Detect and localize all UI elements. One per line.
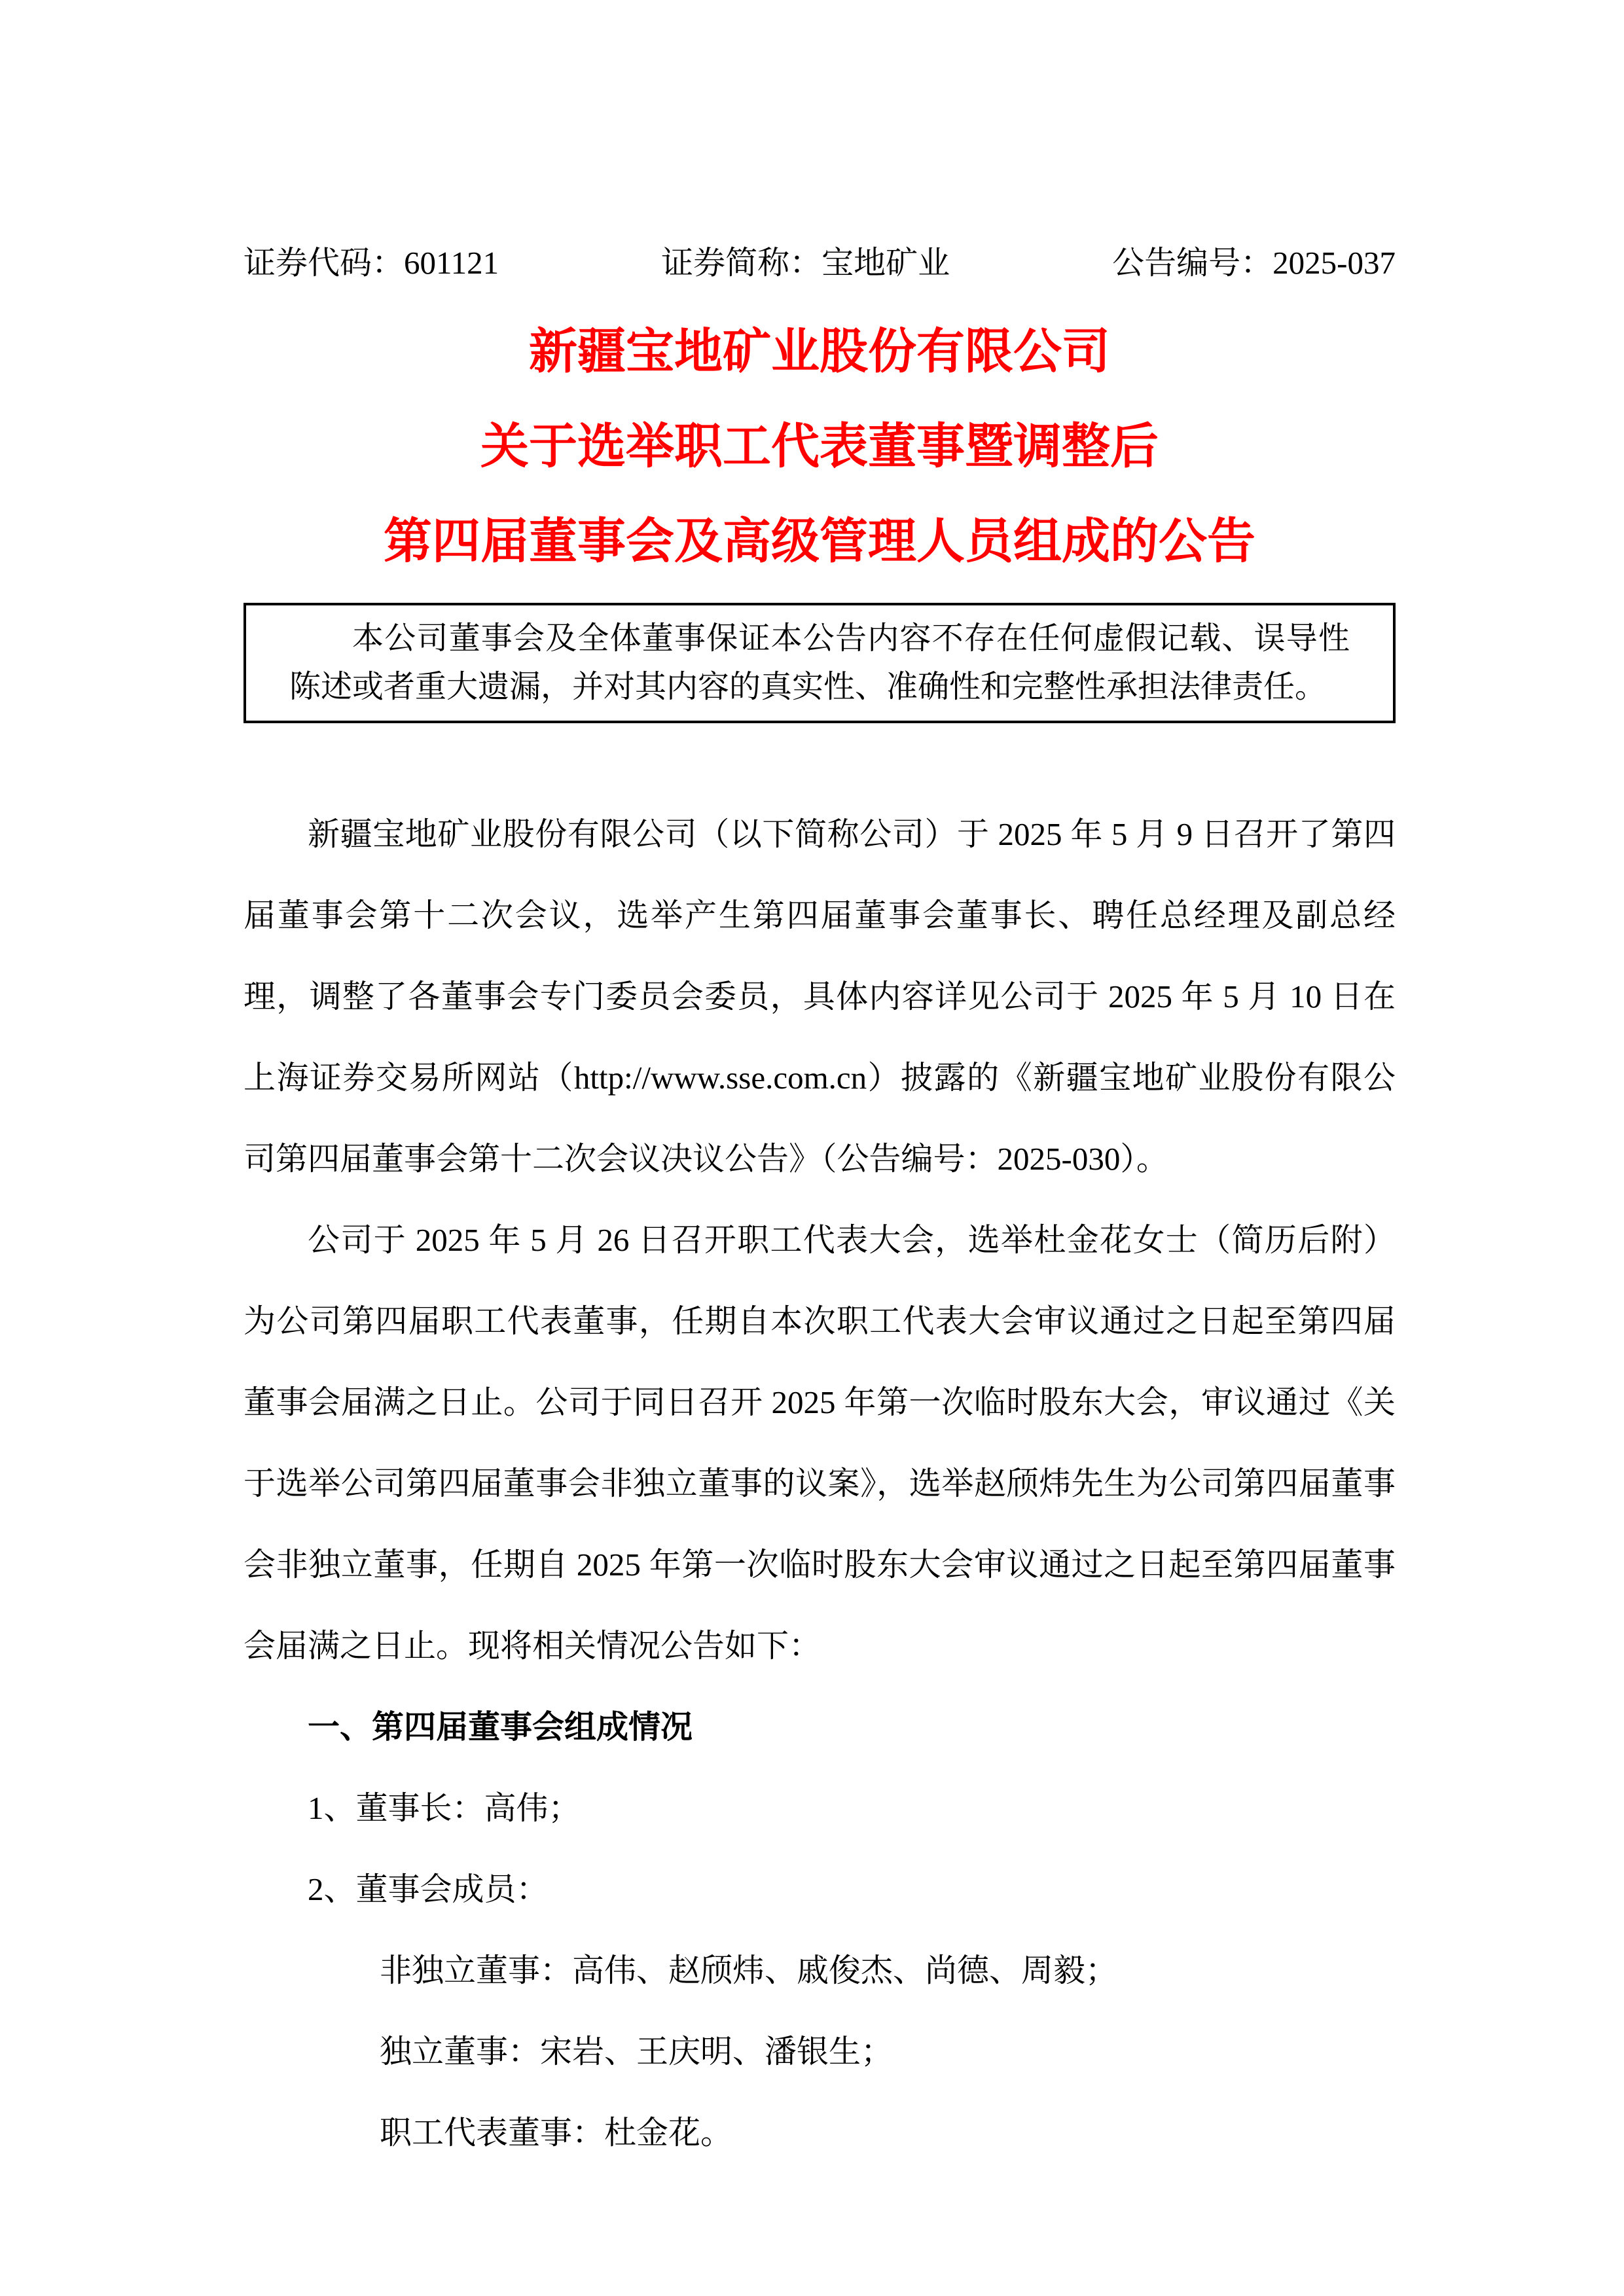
disclaimer-box (244, 603, 1396, 723)
stock-abbreviation-text: 证券简称：宝地矿业 (661, 245, 950, 281)
stock-code-text: 证券代码：601121 (244, 245, 499, 281)
document-content (244, 0, 1396, 2174)
document-body (244, 794, 1396, 2174)
title-line-2: 关于选举职工代表董事暨调整后 (480, 419, 1159, 473)
board-group-independent: 独立董事：宋岩、王庆明、潘银生； (380, 2034, 893, 2070)
securities-header-row (244, 243, 1396, 283)
body-paragraph-2: 公司于 2025 年 5 月 26 日召开职工代表大会，选举杜金花女士（简历后附）为公司第四届职工代表董事，任期自本次职工代表大会审议通过之日起至第四届董事会届满之日止。公司于同日召开 2025 年第一次临时股东大会，审议通过《关于选举公司第四届董事会非独立董事的议案》，选举赵颀炜先生为公司第四届董事会非独立董事，任期自 2025 年第一次临时股东大会审议通过之日起至第四届董事会届满之日止。现将相关情况公告如下： (244, 1222, 1396, 1664)
disclaimer-text: 本公司董事会及全体董事保证本公告内容不存在任何虚假记载、误导性陈述或者重大遗漏，并对其内容的真实性、准确性和完整性承担法律责任。 (289, 621, 1350, 704)
title-line-1: 新疆宝地矿业股份有限公司 (529, 324, 1110, 378)
body-paragraph-1: 新疆宝地矿业股份有限公司（以下简称公司）于 2025 年 5 月 9 日召开了第四届董事会第十二次会议，选举产生第四届董事会董事长、聘任总经理及副总经理，调整了各董事会专门委员会委员，具体内容详见公司于 2025 年 5 月 10 日在上海证券交易所网站（http://www.sse.com.cn）披露的《新疆宝地矿业股份有限公司第四届董事会第十二次会议决议公告》（公告编号：2025-030）。 (244, 816, 1396, 1177)
list-item-chairman: 1、董事长：高伟； (308, 1790, 581, 1826)
section-heading: 一、第四届董事会组成情况 (308, 1710, 693, 1745)
list-item-board-members: 2、董事会成员： (308, 1871, 549, 1907)
document-title (244, 304, 1396, 588)
board-group-non-independent: 非独立董事：高伟、赵颀炜、戚俊杰、尚德、周毅； (380, 1952, 1118, 1988)
board-group-employee-representative: 职工代表董事：杜金花。 (380, 2115, 733, 2151)
title-line-3: 第四届董事会及高级管理人员组成的公告 (384, 514, 1255, 568)
announcement-number-text: 公告编号：2025-037 (1112, 245, 1396, 281)
